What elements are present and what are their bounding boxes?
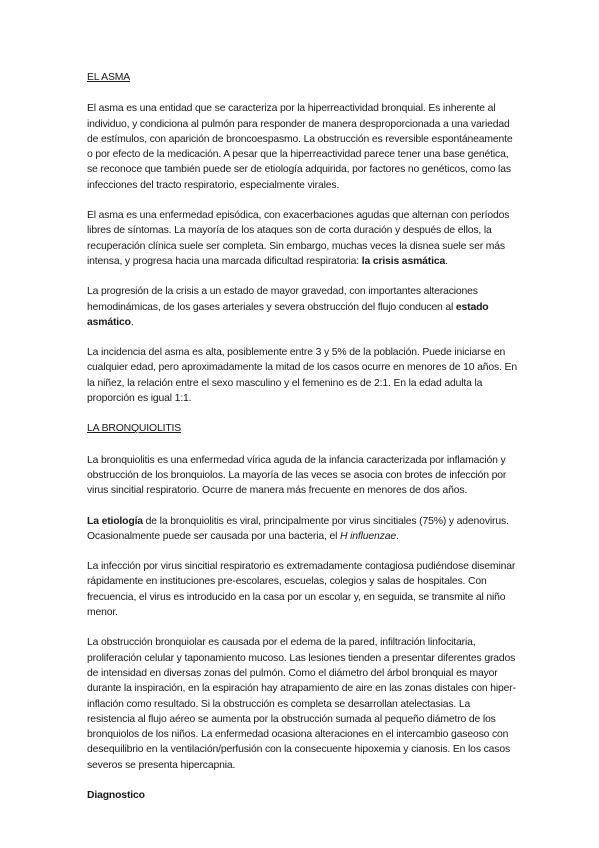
punctuation: . [130,316,134,328]
bold-term: La etiología [87,515,143,527]
section-heading-asma: EL ASMA [87,72,131,83]
bold-term: la crisis asmática [361,255,446,267]
paragraph-text: de la bronquiolitis es viral, principalmente por virus sincitiales (75%) y adenovirus. Ocasionalmente puede ser causada por una bacteria, el [87,515,509,542]
paragraph-text: La progresión de la crisis a un estado de mayor gravedad, con importantes alteraciones hemodinámicas, de los gases arteriales y severa obstrucción del flujo conducen al [87,286,478,313]
document-body [87,70,519,803]
paragraph: La infección por virus sincitial respiratorio es extremadamente contagiosa pudiéndose diseminar rápidamente en instituciones pre-escolares, escuelas, colegios y salas de hospitales. Con frecuencia, el virus es introducido en la casa por un escolar y, en seguida, se transmite al niño menor. [87,561,516,619]
italic-term: H influenzae [340,530,396,542]
bold-term: estado asmático [87,301,489,328]
paragraph: La incidencia del asma es alta, posiblemente entre 3 y 5% de la población. Puede iniciarse en cualquier edad, pero aproximadamente la mitad de los casos ocurre en menores de 10 años. En la niñez, la relación entre el sexo masculino y el femenino es de 2:1. En la edad adulta la proporción es igual 1:1. [87,347,517,405]
paragraph: El asma es una entidad que se caracteriza por la hiperreactividad bronquial. Es inherente al individuo, y condiciona al pulmón para responder de manera desproporcionada a una variedad de estímulos, con aparición de broncoespasmo. La obstrucción es reversible espontáneamente o por efecto de la medicación. A pesar que la hiperreactividad parece tener una base genética, se reconoce que también puede ser de etiología adquirida, por factores no genéticos, como las infecciones del tracto respiratorio, especialmente virales. [87,103,513,191]
subheading-diagnostico: Diagnostico [87,789,145,801]
paragraph [87,284,519,330]
paragraph [87,514,519,545]
paragraph: La bronquiolitis es una enfermedad vírica aguda de la infancia caracterizada por inflamación y obstrucción de los bronquiolos. La mayoría de las veces se asocia con brotes de infección por virus sincitial respiratorio. Ocurre de manera más frecuente en menores de dos años. [87,454,507,497]
paragraph-text: El asma es una enfermedad episódica, con exacerbaciones agudas que alternan con períodos libres de síntomas. La mayoría de los ataques son de corta duración y después de ellos, la recuperación clínica suele ser completa. Sin embargo, muchas veces la disnea suele ser más intensa, y progresa hacia una marcada dificultad respiratoria: [87,210,510,267]
punctuation: . [395,530,399,542]
paragraph: La obstrucción bronquiolar es causada por el edema de la pared, infiltración linfocitaria, proliferación celular y taponamiento mucoso. Las lesiones tienden a presentar diferentes grados de intensidad en diversas zonas del pulmón. Como el diámetro del árbol bronquial es mayor durante la inspiración, en la espiración hay atrapamiento de aire en las zonas distales con hiper-inflación como resultado. Si la obstrucción es completa se desarrollan atelectasias. La resistencia al flujo aéreo se aumenta por la obstrucción sumada al pequeño diámetro de los bronquiolos de los niños. La enfermedad ocasiona alteraciones en el intercambio gaseoso con desequilibrio en la ventilación/perfusión con la consecuente hipoxemia y cianosis. En los casos severos se presenta hipercapnia. [87,637,516,771]
section-heading-bronquiolitis: LA BRONQUIOLITIS [87,423,182,435]
punctuation: . [445,255,448,267]
paragraph [87,208,519,269]
